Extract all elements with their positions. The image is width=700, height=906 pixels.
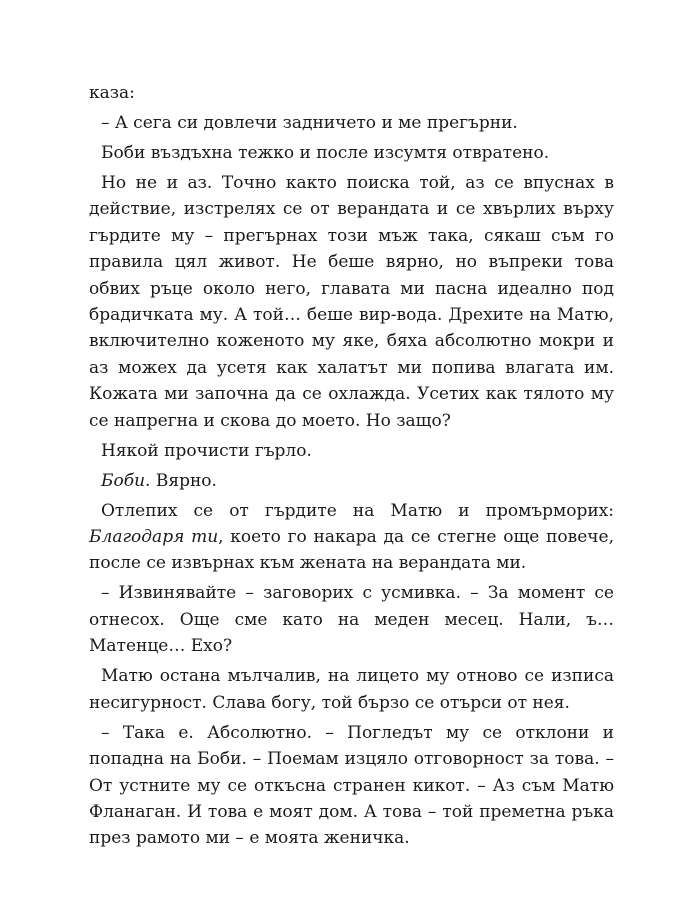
italic-text: Боби. [101,470,151,491]
paragraph-matthew-silent: Матю остана мълчалив, на лицето му отново се изписа несигурност. Слава богу, той бързо се отърси от нея. [89,666,614,713]
paragraph-bobi-sigh: Боби въздъхна тежко и после изсумтя отвратено. [101,143,550,163]
paragraph-bobi-right: Боби. Вярно. [101,470,217,491]
paragraph-introduction: – Така е. Абсолютно. – Погледът му се отклони и попадна на Боби. – Поемам изцяло отговорност за това. – От устните му се откъсна странен кикот. – Аз съм Матю Фланаган. И това е моят дом. А това – той преметна ръка през рамото ми – е моята женичка. [89,722,614,849]
paragraph-apology: – Извинявайте – заговорих с усмивка. – За момент се отнесох. Още сме като на меден месец. Нали, ъ… Матенце… Ехо? [89,583,614,657]
paragraph-dialogue-hug: – А сега си довлечи задничето и ме прегърни. [101,113,518,133]
paragraph-continuation: каза: [89,83,135,103]
paragraph-embrace: Но не и аз. Точно както поиска той, аз се впуснах в действие, изстрелях се от верандата и се хвърлих върху гърдите му – прегърнах този мъж така, сякаш съм го правила цял живот. Не беше вярно, но въпреки това обвих ръце около него, главата ми пасна идеално под брадичката му. А той… беше вир-вода. Дрехите на Матю, включително коженото му яке, бяха абсолютно мокри и аз можех да усетя как халатът ми попива влагата им. Кожата ми започна да се охлажда. Усетих как тялото му се напрегна и скова до моето. Но защо? [89,173,614,431]
book-page [89,80,614,855]
italic-text: Благодаря ти [89,527,219,548]
paragraph-thank-you: Отлепих се от гърдите на Матю и промърморих: Благодаря ти, което го накара да се стегне още повече, после се извърнах към жената на верандата ми. [89,500,614,574]
paragraph-throat-clear: Някой прочисти гърло. [101,440,312,461]
